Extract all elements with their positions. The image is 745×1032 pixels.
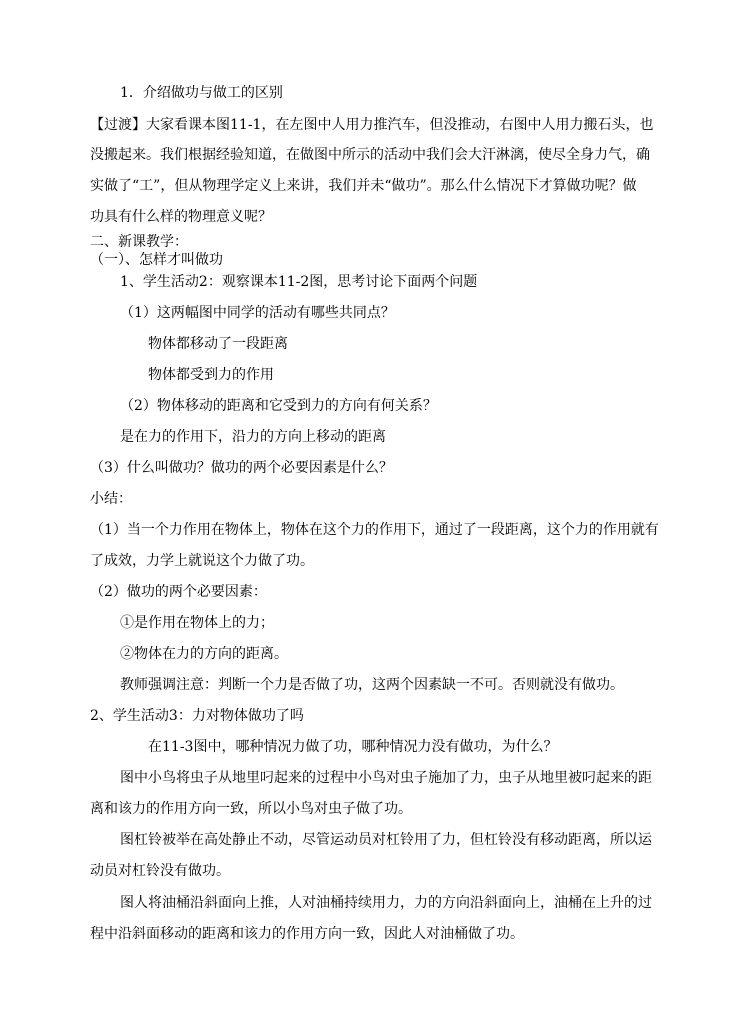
subsection-heading-what-is-work: （一）、怎样才叫做功 <box>90 252 223 268</box>
factor-1: ①是作用在物体上的力； <box>120 615 274 631</box>
student-activity-2: 1、学生活动2：观察课本11-2图，思考讨论下面两个问题 <box>120 274 478 290</box>
question-2: （2）物体移动的距离和它受到力的方向有何关系？ <box>120 398 437 414</box>
transition-paragraph-line-2: 没搬起来。我们根据经验知道，在做图中所示的活动中我们会大汗淋漓，使尽全身力气，确 <box>90 147 650 163</box>
section-heading-work-vs-labor: 1．介绍做功与做工的区别 <box>120 85 283 101</box>
question-1: （1）这两幅图中同学的活动有哪些共同点？ <box>120 305 395 321</box>
summary-heading: 小结： <box>90 491 132 507</box>
bird-example-line-1: 图中小鸟将虫子从地里叼起来的过程中小鸟对虫子施加了力，虫子从地里被叼起来的距 <box>120 770 652 786</box>
transition-paragraph-line-1: 【过渡】大家看课本图11-1，在左图中人用力推汽车，但没推动，右图中人用力搬石头，也 <box>90 117 654 133</box>
question-3: （3）什么叫做功？做功的两个必要因素是什么？ <box>90 460 393 476</box>
answer-2: 是在力的作用下，沿力的方向上移动的距离 <box>120 429 386 445</box>
summary-2-heading: （2）做功的两个必要因素： <box>90 584 267 600</box>
answer-1a: 物体都移动了一段距离 <box>148 336 288 352</box>
teacher-note: 教师强调注意：判断一个力是否做了功，这两个因素缺一不可。否则就没有做功。 <box>120 677 624 693</box>
oil-drum-example-line-1: 图人将油桶沿斜面向上推，人对油桶持续用力，力的方向沿斜面向上，油桶在上升的过 <box>120 895 652 911</box>
summary-1-line-1: （1）当一个力作用在物体上，物体在这个力的作用下，通过了一段距离，这个力的作用就有 <box>90 522 659 538</box>
barbell-example-line-2: 动员对杠铃没有做功。 <box>90 863 230 879</box>
student-activity-3: 2、学生活动3：力对物体做功了吗 <box>90 708 304 724</box>
transition-paragraph-line-3: 实做了“工”，但从物理学定义上来讲，我们并未“做功”。那么什么情况下才算做功呢？做 <box>90 178 637 194</box>
transition-paragraph-line-4: 功具有什么样的物理意义呢？ <box>90 209 272 225</box>
activity-3-question: 在11-3图中，哪种情况力做了功，哪种情况力没有做功，为什么？ <box>148 739 558 755</box>
summary-1-line-2: 了成效，力学上就说这个力做了功。 <box>90 553 314 569</box>
oil-drum-example-line-2: 程中沿斜面移动的距离和该力的作用方向一致，因此人对油桶做了功。 <box>90 926 524 942</box>
new-lesson-heading: 二、新课教学： <box>90 234 188 250</box>
bird-example-line-2: 离和该力的作用方向一致，所以小鸟对虫子做了功。 <box>90 801 412 817</box>
factor-2: ②物体在力的方向的距离。 <box>120 646 288 662</box>
answer-1b: 物体都受到力的作用 <box>148 367 274 383</box>
barbell-example-line-1: 图杠铃被举在高处静止不动，尽管运动员对杠铃用了力，但杠铃没有移动距离，所以运 <box>120 832 652 848</box>
